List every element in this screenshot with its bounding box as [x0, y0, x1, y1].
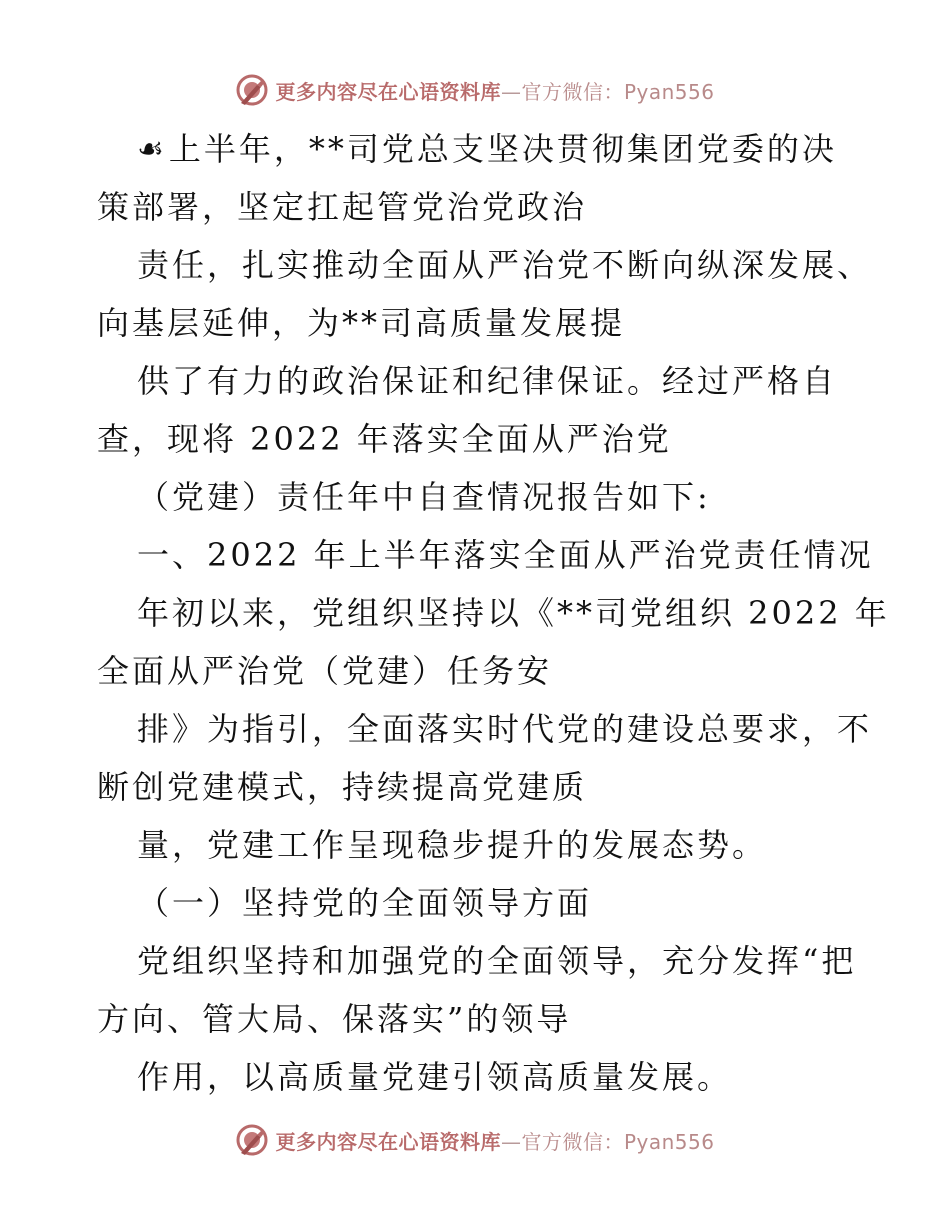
- paragraph-line-11: 排》为指引，全面落实时代党的建设总要求，不: [137, 710, 873, 748]
- paragraph-line-4: 向基层延伸，为**司高质量发展提: [97, 304, 626, 342]
- footer-banner: [0, 1120, 950, 1160]
- paragraph-line-17: 作用，以高质量党建引领高质量发展。: [137, 1058, 733, 1096]
- paragraph-line-15: 党组织坚持和加强党的全面领导，充分发挥“把: [137, 942, 857, 980]
- subsection-heading-1: （一）坚持党的全面领导方面: [137, 884, 593, 922]
- paragraph-line-7: （党建）责任年中自查情况报告如下:: [137, 478, 711, 516]
- line-text-1: 上半年，**司党总支坚决贯彻集团党委的决: [168, 130, 837, 168]
- paragraph-line-6: 查，现将 2022 年落实全面从严治党: [97, 420, 672, 458]
- paragraph-line-13: 量，党建工作呈现稳步提升的发展态势。: [137, 826, 768, 864]
- paragraph-line-3: 责任，扎实推动全面从严治党不断向纵深发展、: [137, 246, 873, 284]
- document-body: [97, 120, 890, 1106]
- paragraph-line-5: 供了有力的政治保证和纪律保证。经过严格自: [137, 362, 838, 400]
- ornament-icon: ☙: [137, 132, 167, 167]
- header-brand-text: 更多内容尽在心语资料库: [275, 79, 501, 104]
- paragraph-line-12: 断创党建模式，持续提高党建质: [97, 768, 588, 806]
- section-heading-1: 一、2022 年上半年落实全面从严治党责任情况: [137, 536, 874, 574]
- paragraph-line-9: 年初以来，党组织坚持以《**司党组织 2022 年: [137, 594, 890, 632]
- header-wechat-text: 官方微信：Pyan556: [521, 79, 715, 104]
- footer-wechat-text: 官方微信：Pyan556: [521, 1129, 715, 1154]
- paragraph-line-2: 策部署，坚定扛起管党治党政治: [97, 188, 588, 226]
- paragraph-line-16: 方向、管大局、保落实”的领导: [97, 1000, 572, 1038]
- pen-logo-icon: [235, 1123, 269, 1157]
- paragraph-line-1: [97, 120, 857, 178]
- header-banner-inner: [235, 73, 714, 107]
- pen-logo-icon: [235, 73, 269, 107]
- header-separator: —: [500, 79, 522, 104]
- footer-banner-text: [275, 1126, 714, 1155]
- footer-banner-inner: [235, 1123, 714, 1157]
- footer-brand-text: 更多内容尽在心语资料库: [275, 1129, 501, 1154]
- footer-separator: —: [500, 1129, 522, 1154]
- header-banner: [0, 70, 950, 110]
- header-banner-text: [275, 76, 714, 105]
- paragraph-line-10: 全面从严治党（党建）任务安: [97, 652, 553, 690]
